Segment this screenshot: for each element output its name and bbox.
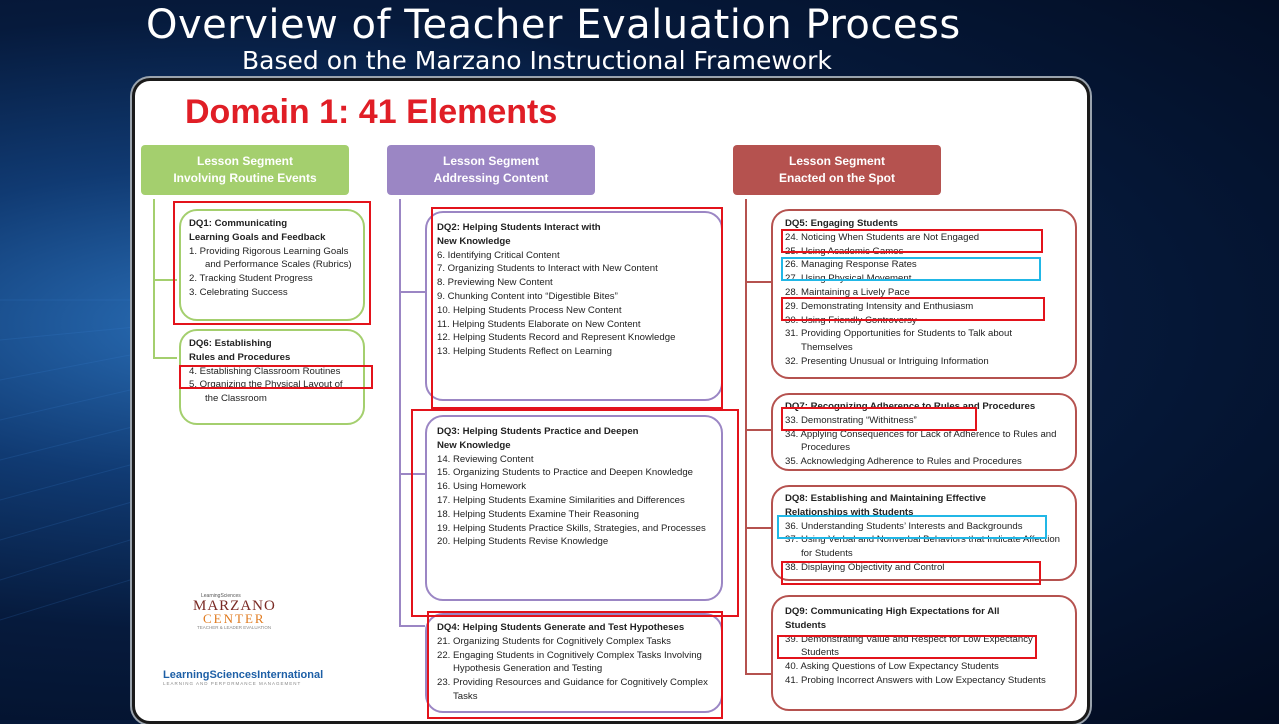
connector-purple xyxy=(399,199,401,627)
highlight-element-39 xyxy=(777,635,1037,659)
connector-purple-dq2 xyxy=(399,291,425,293)
element-2: 2. Tracking Student Progress xyxy=(189,273,313,285)
element-4: 4. Establishing Classroom Routines xyxy=(189,365,341,377)
highlight-element-36 xyxy=(777,515,1047,539)
element-40: 40. Asking Questions of Low Expectancy Students xyxy=(785,661,999,673)
dq9-heading-2: Students xyxy=(785,619,827,631)
element-30: 30. Using Friendly Controversy xyxy=(785,314,917,326)
highlight-element-33 xyxy=(781,407,977,431)
element-25: 25. Using Academic Games xyxy=(785,245,904,257)
dq2-heading-2: New Knowledge xyxy=(437,235,511,247)
element-7: 7. Organizing Students to Interact with New Content xyxy=(437,263,658,275)
element-37: 37. Using Verbal and Nonverbal Behaviors that Indicate Affection for Students xyxy=(785,534,1061,560)
dq5-heading: DQ5: Engaging Students xyxy=(785,218,898,229)
slide-title: Overview of Teacher Evaluation Process xyxy=(146,2,961,48)
marzano-center-logo: LearningSciences MARZANO CENTER TEACHER & LEADER EVALUATION xyxy=(193,593,276,630)
element-19: 19. Helping Students Practice Skills, Strategies, and Processes xyxy=(437,522,706,534)
element-36: 36. Understanding Students’ Interests and Backgrounds xyxy=(785,520,1023,532)
element-5: 5. Organizing the Physical Layout of the Classroom xyxy=(189,379,343,405)
element-39: 39. Demonstrating Value and Respect for Low Expectancy Students xyxy=(785,633,1033,659)
highlight-element-4 xyxy=(179,365,373,389)
element-16: 16. Using Homework xyxy=(437,481,527,493)
element-3: 3. Celebrating Success xyxy=(189,286,288,298)
element-20: 20. Helping Students Revise Knowledge xyxy=(437,536,609,548)
element-10: 10. Helping Students Process New Content xyxy=(437,304,622,316)
highlight-dq4 xyxy=(427,611,723,719)
element-14: 14. Reviewing Content xyxy=(437,453,534,465)
dq1-heading-2: Learning Goals and Feedback xyxy=(189,231,326,243)
element-18: 18. Helping Students Examine Their Reasoning xyxy=(437,508,639,520)
dq8-heading: DQ8: Establishing and Maintaining Effective xyxy=(785,493,986,504)
domain-document xyxy=(132,78,1090,724)
dq2-heading: DQ2: Helping Students Interact with xyxy=(437,222,601,233)
element-15: 15. Organizing Students to Practice and Deepen Knowledge xyxy=(437,467,694,479)
connector-maroon-dq7 xyxy=(745,429,771,431)
dq4-heading: DQ4: Helping Students Generate and Test Hypotheses xyxy=(437,622,685,633)
element-35: 35. Acknowledging Adherence to Rules and Procedures xyxy=(785,456,1022,468)
element-34: 34. Applying Consequences for Lack of Adherence to Rules and Procedures xyxy=(785,428,1057,454)
dq7-heading: DQ7: Recognizing Adherence to Rules and Procedures xyxy=(785,401,1036,412)
highlight-element-38 xyxy=(781,561,1041,585)
element-24: 24. Noticing When Students are Not Engaged xyxy=(785,231,980,243)
dq9-heading: DQ9: Communicating High Expectations for All xyxy=(785,606,1000,617)
document-title: Domain 1: 41 Elements xyxy=(185,93,558,131)
element-32: 32. Presenting Unusual or Intriguing Information xyxy=(785,355,989,367)
dq8-heading-2: Relationships with Students xyxy=(785,506,914,518)
highlight-dq3 xyxy=(411,409,739,617)
element-26: 26. Managing Response Rates xyxy=(785,259,917,271)
element-23: 23. Providing Resources and Guidance for Cognitively Complex Tasks xyxy=(437,677,708,702)
dq6-heading-2: Rules and Procedures xyxy=(189,351,291,363)
slide-subtitle: Based on the Marzano Instructional Framework xyxy=(242,46,832,75)
dq6-heading: DQ6: Establishing xyxy=(189,338,272,349)
connector-green-dq6 xyxy=(153,357,177,359)
connector-maroon xyxy=(745,199,747,675)
connector-maroon-dq9 xyxy=(745,673,771,675)
dq1-heading: DQ1: Communicating xyxy=(189,218,288,229)
highlight-element-29 xyxy=(781,297,1045,321)
element-31: 31. Providing Opportunities for Students to Talk about Themselves xyxy=(785,328,1013,354)
highlight-element-26 xyxy=(781,257,1041,281)
element-41: 41. Probing Incorrect Answers with Low Expectancy Students xyxy=(785,674,1046,686)
element-11: 11. Helping Students Elaborate on New Content xyxy=(437,318,641,330)
segment-routine-events: Lesson Segment Involving Routine Events xyxy=(141,145,349,195)
dq3-heading-2: New Knowledge xyxy=(437,439,511,451)
element-8: 8. Previewing New Content xyxy=(437,277,553,289)
dq3-heading: DQ3: Helping Students Practice and Deepen xyxy=(437,426,639,437)
highlight-dq1 xyxy=(173,201,371,325)
element-12: 12. Helping Students Record and Represent Knowledge xyxy=(437,332,676,344)
element-13: 13. Helping Students Reflect on Learning xyxy=(437,346,612,358)
highlight-element-24 xyxy=(781,229,1043,253)
segment-addressing-content: Lesson Segment Addressing Content xyxy=(387,145,595,195)
element-28: 28. Maintaining a Lively Pace xyxy=(785,286,910,298)
element-1: 1. Providing Rigorous Learning Goals and Performance Scales (Rubrics) xyxy=(189,245,352,271)
highlight-dq2 xyxy=(431,207,723,409)
element-17: 17. Helping Students Examine Similarities and Differences xyxy=(437,494,685,506)
element-29: 29. Demonstrating Intensity and Enthusiasm xyxy=(785,300,974,312)
element-6: 6. Identifying Critical Content xyxy=(437,249,560,261)
element-22: 22. Engaging Students in Cognitively Complex Tasks Involving Hypothesis Generation and Testing xyxy=(437,649,702,675)
segment-enacted-on-spot: Lesson Segment Enacted on the Spot xyxy=(733,145,941,195)
lsi-logo: LearningSciencesInternational LEARNING AND PERFORMANCE MANAGEMENT xyxy=(163,669,324,686)
element-33: 33. Demonstrating “Withitness” xyxy=(785,414,917,426)
element-9: 9. Chunking Content into “Digestible Bites” xyxy=(437,290,618,302)
dq7-box xyxy=(771,393,1077,471)
connector-purple-dq4 xyxy=(399,625,425,627)
element-38: 38. Displaying Objectivity and Control xyxy=(785,561,945,573)
element-21: 21. Organizing Students for Cognitively Complex Tasks xyxy=(437,635,671,647)
element-27: 27. Using Physical Movement xyxy=(785,273,912,285)
connector-maroon-dq8 xyxy=(745,527,771,529)
connector-maroon-dq5 xyxy=(745,281,771,283)
